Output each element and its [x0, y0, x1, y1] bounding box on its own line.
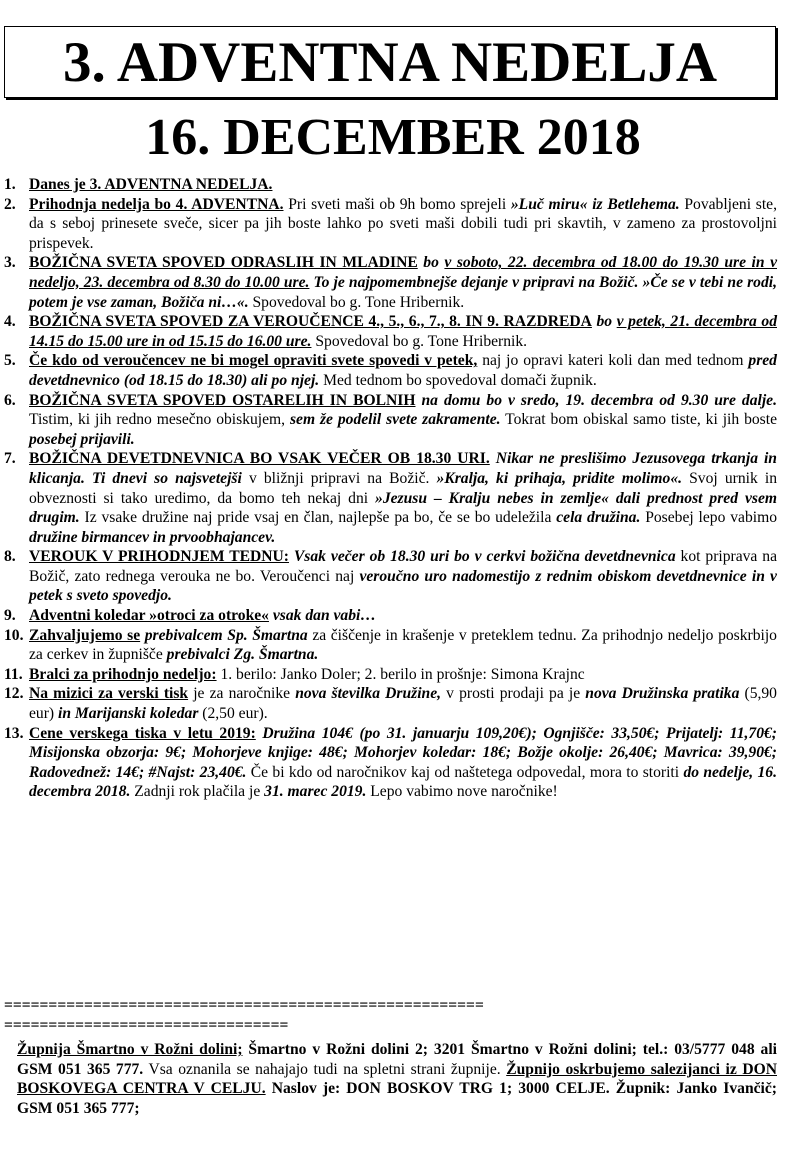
item-text-segment: 31. marec 2019.	[264, 783, 367, 801]
item-text-segment: na domu bo v sredo, 19. decembra od 9.30 ure dalje.	[415, 391, 778, 409]
item-number: 9.	[4, 607, 16, 625]
item-text	[29, 606, 777, 626]
item-text-segment: Danes je 3. ADVENTNA NEDELJA.	[29, 176, 273, 193]
footer-segment: Vsa oznanila se nahajajo tudi na spletni strani župnije.	[143, 1060, 507, 1078]
item-text-segment: v soboto, 22. decembra od 18.00 do 19.30 ure in v nedeljo, 23. decembra od 8.30 do 10.00 ure.	[29, 254, 777, 291]
item-text-segment: družine birmancev in prvoobhajancev.	[29, 528, 276, 546]
item-text-segment: vsak dan vabi…	[268, 607, 376, 625]
item-text-segment: nova Družinska pratika	[585, 685, 740, 703]
item-text	[29, 351, 777, 390]
item-number: 4.	[4, 313, 16, 331]
list-item	[4, 665, 777, 685]
item-text-segment: Adventni koledar »otroci za otroke«	[29, 607, 269, 625]
item-text	[29, 195, 777, 254]
item-text-segment: Vsak večer ob 18.30 uri bo v cerkvi božična devetdnevnica	[288, 548, 676, 566]
item-text-segment: do nedelje, 16. decembra 2018.	[29, 763, 777, 801]
item-number: 12.	[4, 685, 24, 703]
item-text-segment: v bližnji pripravi na Božič.	[241, 469, 437, 487]
item-text	[29, 391, 777, 450]
item-text-segment: Spovedoval bo g. Tone Hribernik.	[311, 332, 528, 350]
item-text-segment: Nikar ne preslišimo Jezusovega trkanja in klicanja. Ti dnevi so najsvetejši	[29, 450, 777, 487]
item-text-segment: v prosti prodaji pa je	[441, 685, 586, 703]
item-number: 2.	[4, 195, 16, 213]
list-item	[4, 684, 777, 723]
item-text-segment: (2,50 eur).	[198, 705, 268, 723]
item-text-segment: Pri sveti maši ob 9h bomo sprejeli	[283, 195, 511, 213]
item-text-segment: Bralci za prihodnjo nedeljo:	[29, 665, 217, 683]
item-text-segment: BOŽIČNA DEVETDNEVNICA BO VSAK VEČER OB 18.30 URI.	[29, 450, 490, 468]
item-text-segment: Lepo vabimo nove naročnike!	[366, 783, 558, 801]
item-text	[29, 724, 777, 802]
item-text-segment: Če kdo od veroučencev ne bi mogel opraviti svete spovedi v petek,	[29, 352, 478, 370]
item-text-segment: Zadnji rok plačila je	[130, 783, 265, 801]
item-text	[29, 253, 777, 312]
item-text-segment: Tokrat bom obiskal samo tiste, ki jih boste	[500, 411, 777, 429]
footer-segment: Župnija Šmartno v Rožni dolini;	[17, 1041, 243, 1058]
item-text-segment: bo	[417, 254, 445, 272]
item-text-segment: »Luč miru« iz Betlehema.	[510, 195, 680, 213]
item-text-segment: veroučno uro nadomestijo z rednim obiskom devetdnevnice in v petek s sveto spovedjo.	[29, 567, 777, 605]
item-text-segment: Cene verskega tiska v letu 2019:	[29, 724, 256, 742]
list-item	[4, 449, 777, 547]
item-text	[29, 684, 777, 723]
item-text-segment: posebej prijavili.	[29, 430, 135, 448]
item-text	[29, 175, 777, 195]
item-text	[29, 449, 777, 547]
list-item	[4, 547, 777, 606]
item-number: 5.	[4, 352, 16, 370]
item-number: 1.	[4, 176, 16, 193]
item-text-segment: Če bi kdo od naročnikov kaj od naštetega odpovedal, mora to storiti	[246, 763, 684, 781]
item-number: 8.	[4, 548, 16, 566]
item-text-segment: 1. berilo: Janko Doler; 2. berilo in prošnje: Simona Krajnc	[216, 665, 585, 683]
item-text-segment: kot priprava na Božič, zato rednega verouka ne bo. Veroučenci naj	[29, 548, 778, 585]
item-number: 6.	[4, 391, 16, 409]
separator-line-1: ======================================================	[4, 997, 484, 1014]
item-number: 3.	[4, 254, 16, 272]
item-text-segment: je za naročnike	[188, 685, 296, 703]
list-item	[4, 606, 777, 626]
item-number: 13.	[4, 724, 24, 742]
item-text	[29, 665, 777, 685]
footer-segment: Šmartno v Rožni dolini 2; 3201 Šmartno v Rožni dolini; tel.: 03/5777 048 ali GSM 051 365 777.	[17, 1041, 777, 1078]
item-text-segment: sem že podelil svete zakramente.	[289, 411, 501, 429]
item-text-segment: nova številka Družine,	[295, 685, 442, 703]
item-text-segment: prebivalcem Sp. Šmartna	[140, 626, 308, 644]
list-item	[4, 351, 777, 390]
separator-line-2: ================================	[4, 1017, 289, 1034]
item-text-segment: (5,90 eur)	[29, 685, 777, 723]
item-text-segment: naj jo opravi kateri koli dan med tednom	[477, 352, 749, 370]
item-text-segment: Spovedoval bo g. Tone Hribernik.	[248, 293, 465, 311]
item-text-segment: bo	[591, 313, 617, 331]
item-text-segment: Zahvaljujemo se	[29, 626, 141, 644]
list-item	[4, 724, 777, 802]
item-text-segment: Prihodnja nedelja bo 4. ADVENTNA.	[29, 195, 284, 213]
item-text-segment: »Jezusu – Kralju nebes in zemlje« dali prednost pred vsem drugim.	[29, 489, 777, 527]
item-number: 10.	[4, 626, 24, 644]
title-box	[4, 26, 776, 98]
list-item	[4, 312, 777, 351]
item-text	[29, 312, 777, 351]
list-item	[4, 195, 777, 254]
item-text-segment: Tistim, ki jih redno mesečno obiskujem,	[29, 411, 290, 429]
item-text-segment: »Kralja, ki prihaja, pridite molimo«.	[436, 469, 683, 487]
separator	[4, 996, 784, 1036]
item-text-segment: BOŽIČNA SVETA SPOVED ODRASLIH IN MLADINE	[29, 254, 418, 272]
item-text-segment: Posebej lepo vabimo	[640, 509, 777, 527]
item-text-segment: cela družina.	[556, 509, 641, 527]
parish-footer	[17, 1040, 777, 1118]
item-text-segment: Med tednom bo spovedoval domači župnik.	[319, 371, 597, 389]
item-text-segment: in Marijanski koledar	[58, 705, 199, 723]
item-text-segment: Povabljeni ste, da s seboj prinesete sveče, sicer pa jih boste lahko po sveti maši dobili tudi pri skavtih, v zameno za prostovoljni prispevek.	[29, 195, 777, 252]
list-item	[4, 626, 777, 665]
item-text-segment: Družina 104€ (po 31. januarju 109,20€); Ognjišče: 33,50€; Prijatelj: 11,70€; Misijonska obzorja: 9€; Mohorjeve knjige: 48€; Mohorjev koledar: 18€; Božje okolje: 26,40€; Mavrica: 39,90€; Radovednež: 14€; #Najst: 23,40€.	[29, 724, 777, 781]
item-text-segment: VEROUK V PRIHODNJEM TEDNU:	[29, 548, 289, 566]
list-item	[4, 253, 777, 312]
footer-segment: Naslov je: DON BOSKOV TRG 1; 3000 CELJE. Župnik: Janko Ivančič; GSM 051 365 777;	[17, 1080, 777, 1117]
item-text-segment: v petek, 21. decembra od 14.15 do 15.00 ure in od 15.15 do 16.00 ure.	[29, 313, 777, 350]
item-text-segment: za čiščenje in krašenje v preteklem tednu. Za prihodnjo nedeljo poskrbijo za cerkev in župnišče	[29, 626, 777, 664]
item-text-segment: Na mizici za verski tisk	[29, 685, 189, 703]
item-text-segment: BOŽIČNA SVETA SPOVED ZA VEROUČENCE 4., 5., 6., 7., 8. IN 9. RAZDREDA	[29, 313, 592, 331]
footer-segment: Župnijo oskrbujemo salezijanci iz DON BOSKOVEGA CENTRA V CELJU.	[17, 1060, 777, 1098]
item-text-segment: BOŽIČNA SVETA SPOVED OSTARELIH IN BOLNIH	[29, 391, 416, 409]
list-item	[4, 175, 777, 195]
page-date: 16. DECEMBER 2018	[145, 109, 641, 166]
item-number: 7.	[4, 450, 16, 468]
item-text	[29, 626, 777, 665]
item-text-segment: pred devetdnevnico (od 18.15 do 18.30) ali po njej.	[29, 352, 777, 389]
page-title: 3. ADVENTNA NEDELJA	[62, 30, 718, 94]
announcement-list	[4, 175, 777, 802]
item-text-segment: Iz vsake družine naj pride vsaj en član, najlepše pa bo, če se bo udeležila	[79, 509, 557, 527]
item-text-segment: Svoj urnik in obveznosti si tako uredimo, da bomo teh nekaj dni	[29, 469, 778, 507]
item-number: 11.	[4, 665, 23, 683]
item-text-segment: prebivalci Zg. Šmartna.	[166, 646, 319, 664]
list-item	[4, 391, 777, 450]
item-text	[29, 547, 777, 606]
item-text-segment: To je najpomembnejše dejanje v pripravi na Božič. »Če se v tebi ne rodi, potem je vse zaman, Božiča ni…«.	[29, 273, 777, 311]
